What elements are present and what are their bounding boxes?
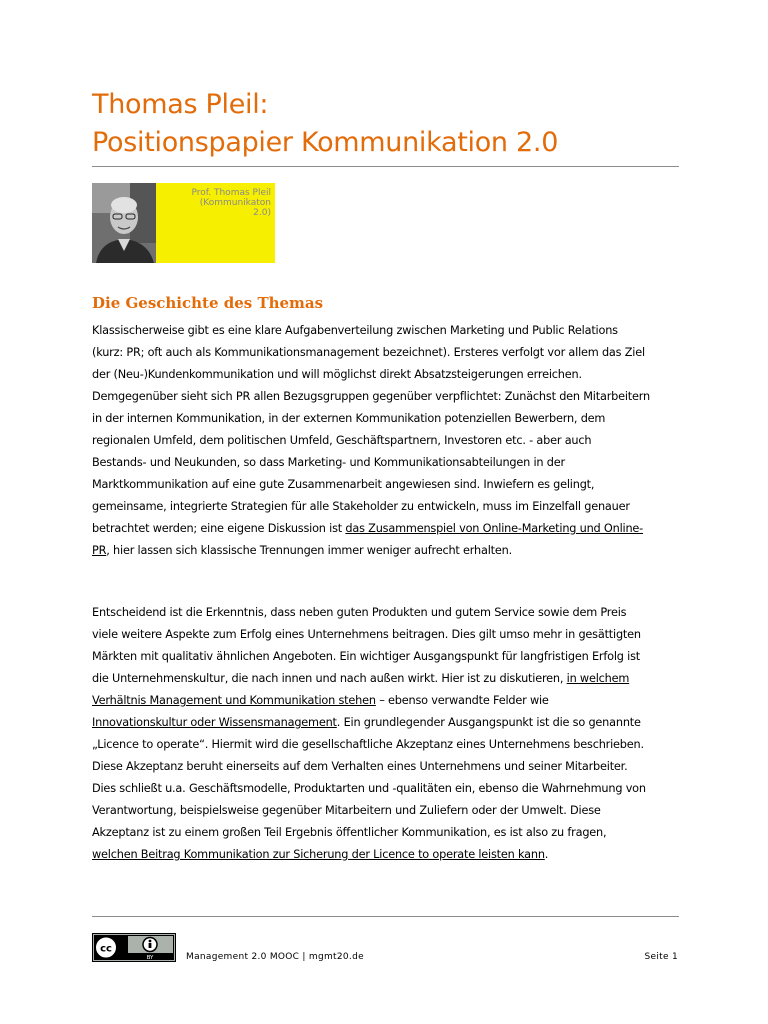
- text-line: Akzeptanz ist zu einem großen Teil Ergebnis öffentlicher Kommunikation, es ist also zu fragen,: [92, 826, 607, 839]
- text-line: „Licence to operate“. Hiermit wird die gesellschaftliche Akzeptanz eines Unternehmens beschrieben.: [92, 738, 644, 751]
- text-line: [92, 540, 682, 562]
- text-segment: .: [544, 848, 549, 861]
- text-segment: – ebenso verwandte Felder wie: [375, 694, 549, 707]
- footer-divider: [92, 916, 679, 917]
- text-line: Bestands- und Neukunden, so dass Marketing- und Kommunikationsabteilungen in der: [92, 456, 565, 469]
- page-number: Seite 1: [644, 952, 678, 962]
- text-line: in der internen Kommunikation, in der externen Kommunikation potenziellen Bewerbern, dem: [92, 412, 606, 425]
- link-online-marketing-pr[interactable]: das Zusammenspiel von Online-Marketing und Online-: [345, 522, 644, 535]
- text-line: regionalen Umfeld, dem politischen Umfeld, Geschäftspartnern, Investoren etc. - aber auch: [92, 434, 592, 447]
- link-online-marketing-pr-cont[interactable]: PR: [92, 544, 107, 557]
- paragraph-history: [92, 320, 682, 562]
- text-segment: betrachtet werden; eine eigene Diskussion ist: [92, 522, 346, 535]
- link-licence-to-operate[interactable]: welchen Beitrag Kommunikation zur Sicherung der Licence to operate leisten kann: [92, 848, 545, 861]
- text-line: Klassischerweise gibt es eine klare Aufgabenverteilung zwischen Marketing und Public Relations: [92, 324, 618, 337]
- text-line: gemeinsame, integrierte Strategien für alle Stakeholder zu entwickeln, muss im Einzelfall genauer: [92, 500, 630, 513]
- text-line: [92, 518, 682, 540]
- title-line-author: Thomas Pleil:: [92, 89, 269, 120]
- document-title: [92, 86, 692, 162]
- portrait-caption-name: Prof. Thomas Pleil: [191, 188, 271, 198]
- title-divider: [92, 166, 679, 167]
- link-management-kommunikation-cont[interactable]: Verhältnis Management und Kommunikation stehen: [92, 694, 376, 707]
- text-line: viele weitere Aspekte zum Erfolg eines Unternehmens beitragen. Dies gilt umso mehr in gesättigten: [92, 628, 641, 641]
- link-management-kommunikation[interactable]: in welchem: [566, 672, 630, 685]
- text-segment: die Unternehmenskultur, die nach innen und nach außen wirkt. Hier ist zu diskutieren,: [92, 672, 567, 685]
- text-line: Dies schließt u.a. Geschäftsmodelle, Produktarten und -qualitäten ein, ebenso die Wahrnehmung von: [92, 782, 646, 795]
- by-text: BY: [146, 955, 154, 961]
- cc-text: cc: [100, 943, 112, 955]
- paragraph-success-factors: [92, 602, 682, 866]
- cc-by-license-icon[interactable]: [92, 933, 176, 962]
- text-line: Märkten mit qualitativ ähnlichen Angeboten. Ein wichtiger Ausgangspunkt für langfristigen Erfolg ist: [92, 650, 640, 663]
- link-innovationskultur[interactable]: Innovationskultur oder Wissensmanagement: [92, 716, 337, 729]
- text-line: der (Neu-)Kundenkommunikation und will möglichst direkt Absatzsteigerungen erreichen.: [92, 368, 582, 381]
- text-segment: , hier lassen sich klassische Trennungen immer weniger aufrecht erhalten.: [106, 544, 512, 557]
- text-line: Diese Akzeptanz beruht einerseits auf dem Verhalten eines Unternehmens und seiner Mitarbeiter.: [92, 760, 628, 773]
- text-line: (kurz: PR; oft auch als Kommunikationsmanagement bezeichnet). Ersteres verfolgt vor allem das Ziel: [92, 346, 645, 359]
- text-segment: . Ein grundlegender Ausgangspunkt ist die so genannte: [336, 716, 641, 729]
- text-line: [92, 844, 682, 866]
- author-photo: [92, 183, 156, 263]
- text-line: Demgegenüber sieht sich PR allen Bezugsgruppen gegenüber verpflichtet: Zunächst den Mitarbeitern: [92, 390, 650, 403]
- text-line: Verantwortung, beispielsweise gegenüber Mitarbeitern und Zuliefern oder der Umwelt. Diese: [92, 804, 601, 817]
- text-line: Entscheidend ist die Erkenntnis, dass neben guten Produkten und gutem Service sowie dem Preis: [92, 606, 627, 619]
- text-line: [92, 712, 682, 734]
- text-line: [92, 690, 682, 712]
- section-heading: Die Geschichte des Themas: [92, 294, 324, 312]
- text-line: Marktkommunikation auf eine gute Zusammenarbeit angewiesen sind. Inwiefern es gelingt,: [92, 478, 595, 491]
- portrait-caption-topic: (Kommunikaton 2.0): [199, 198, 271, 218]
- portrait-caption: [184, 188, 271, 218]
- title-line-subject: Positionspapier Kommunikation 2.0: [92, 127, 559, 158]
- footer-course-info: Management 2.0 MOOC | mgmt20.de: [186, 952, 364, 962]
- author-portrait-banner: [92, 183, 275, 263]
- text-line: [92, 668, 682, 690]
